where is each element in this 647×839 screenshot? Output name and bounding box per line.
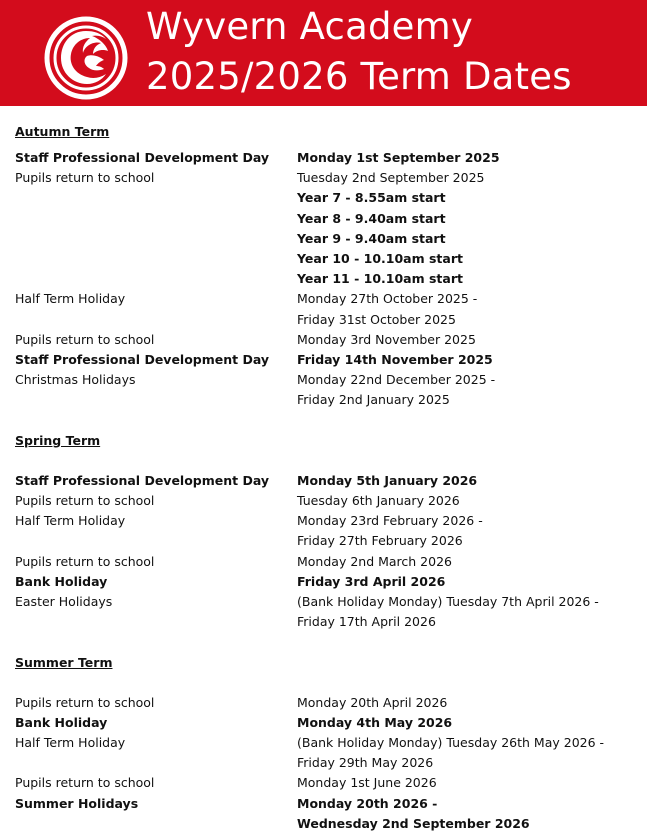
section-title-spring: Spring Term — [15, 432, 101, 448]
row-label: Bank Holiday — [15, 714, 108, 730]
row-label: Staff Professional Development Day — [15, 352, 270, 368]
list-item — [15, 471, 635, 491]
row-label: Pupils return to school — [15, 775, 155, 791]
list-item — [15, 168, 635, 188]
list-item — [15, 773, 635, 793]
list-item — [15, 794, 635, 814]
row-label: Pupils return to school — [15, 170, 155, 186]
list-item — [15, 511, 635, 531]
list-item — [15, 229, 635, 249]
wyvern-logo-icon — [44, 16, 128, 100]
row-label: Half Term Holiday — [15, 735, 126, 751]
list-item — [15, 531, 635, 551]
list-item — [15, 713, 635, 733]
section-gap — [15, 411, 635, 431]
list-item — [15, 552, 635, 572]
row-value: Monday 5th January 2026 — [297, 472, 478, 488]
row-value: Friday 31st October 2025 — [297, 311, 456, 327]
row-value: Monday 1st June 2026 — [297, 775, 437, 791]
row-label: Staff Professional Development Day — [15, 472, 270, 488]
row-value: Year 10 - 10.10am start — [297, 251, 463, 267]
row-label: Pupils return to school — [15, 331, 155, 347]
row-label: Pupils return to school — [15, 553, 155, 569]
header-banner — [0, 0, 647, 106]
row-value: Monday 27th October 2025 - — [297, 291, 478, 307]
list-item — [15, 733, 635, 753]
row-value: Friday 27th February 2026 — [297, 533, 463, 549]
list-item — [15, 390, 635, 410]
row-value: Monday 23rd February 2026 - — [297, 513, 483, 529]
list-item — [15, 753, 635, 773]
row-label: Summer Holidays — [15, 795, 139, 811]
list-item — [15, 592, 635, 612]
row-value: Monday 20th 2026 - — [297, 795, 438, 811]
list-item — [15, 572, 635, 592]
list-item — [15, 209, 635, 229]
row-value: Year 9 - 9.40am start — [297, 230, 446, 246]
section-title-summer: Summer Term — [15, 654, 113, 670]
term-dates-list — [15, 122, 635, 834]
row-value: Monday 1st September 2025 — [297, 150, 500, 165]
row-value: Monday 3rd November 2025 — [297, 331, 476, 347]
list-item — [15, 269, 635, 289]
list-item — [15, 814, 635, 834]
row-value: Year 8 - 9.40am start — [297, 210, 446, 226]
row-value: Monday 2nd March 2026 — [297, 553, 452, 569]
row-label: Half Term Holiday — [15, 291, 126, 307]
row-value: Tuesday 6th January 2026 — [297, 493, 460, 509]
list-item — [15, 491, 635, 511]
row-label: Pupils return to school — [15, 694, 155, 710]
row-value: Friday 14th November 2025 — [297, 352, 493, 368]
row-value: Year 11 - 10.10am start — [297, 271, 463, 287]
list-item — [15, 148, 635, 168]
row-label: Half Term Holiday — [15, 513, 126, 529]
row-value: Friday 17th April 2026 — [297, 614, 436, 630]
row-label: Pupils return to school — [15, 493, 155, 509]
page-title — [146, 2, 572, 102]
row-value: (Bank Holiday Monday) Tuesday 26th May 2026 - — [297, 735, 605, 751]
list-item — [15, 370, 635, 390]
row-value: Year 7 - 8.55am start — [297, 190, 446, 206]
row-label: Staff Professional Development Day — [15, 150, 270, 165]
section-gap — [15, 632, 635, 652]
list-item — [15, 693, 635, 713]
row-label: Christmas Holidays — [15, 372, 136, 388]
list-item — [15, 289, 635, 309]
row-value: Tuesday 2nd September 2025 — [297, 170, 485, 186]
list-item — [15, 612, 635, 632]
list-item — [15, 330, 635, 350]
row-value: Friday 29th May 2026 — [297, 755, 434, 771]
title-line-2: 2025/2026 Term Dates — [146, 55, 572, 98]
list-item — [15, 249, 635, 269]
row-value: (Bank Holiday Monday) Tuesday 7th April 2026 - — [297, 594, 599, 610]
row-value: Monday 20th April 2026 — [297, 694, 448, 710]
list-item — [15, 350, 635, 370]
list-item — [15, 310, 635, 330]
title-line-1: Wyvern Academy — [146, 5, 473, 48]
section-title-autumn: Autumn Term — [15, 124, 110, 139]
row-value: Friday 2nd January 2025 — [297, 392, 450, 408]
row-label: Easter Holidays — [15, 594, 113, 610]
row-label: Bank Holiday — [15, 573, 108, 589]
row-value: Monday 4th May 2026 — [297, 714, 453, 730]
row-value: Monday 22nd December 2025 - — [297, 372, 496, 388]
row-value: Friday 3rd April 2026 — [297, 573, 446, 589]
row-value: Wednesday 2nd September 2026 — [297, 815, 530, 831]
list-item — [15, 188, 635, 208]
